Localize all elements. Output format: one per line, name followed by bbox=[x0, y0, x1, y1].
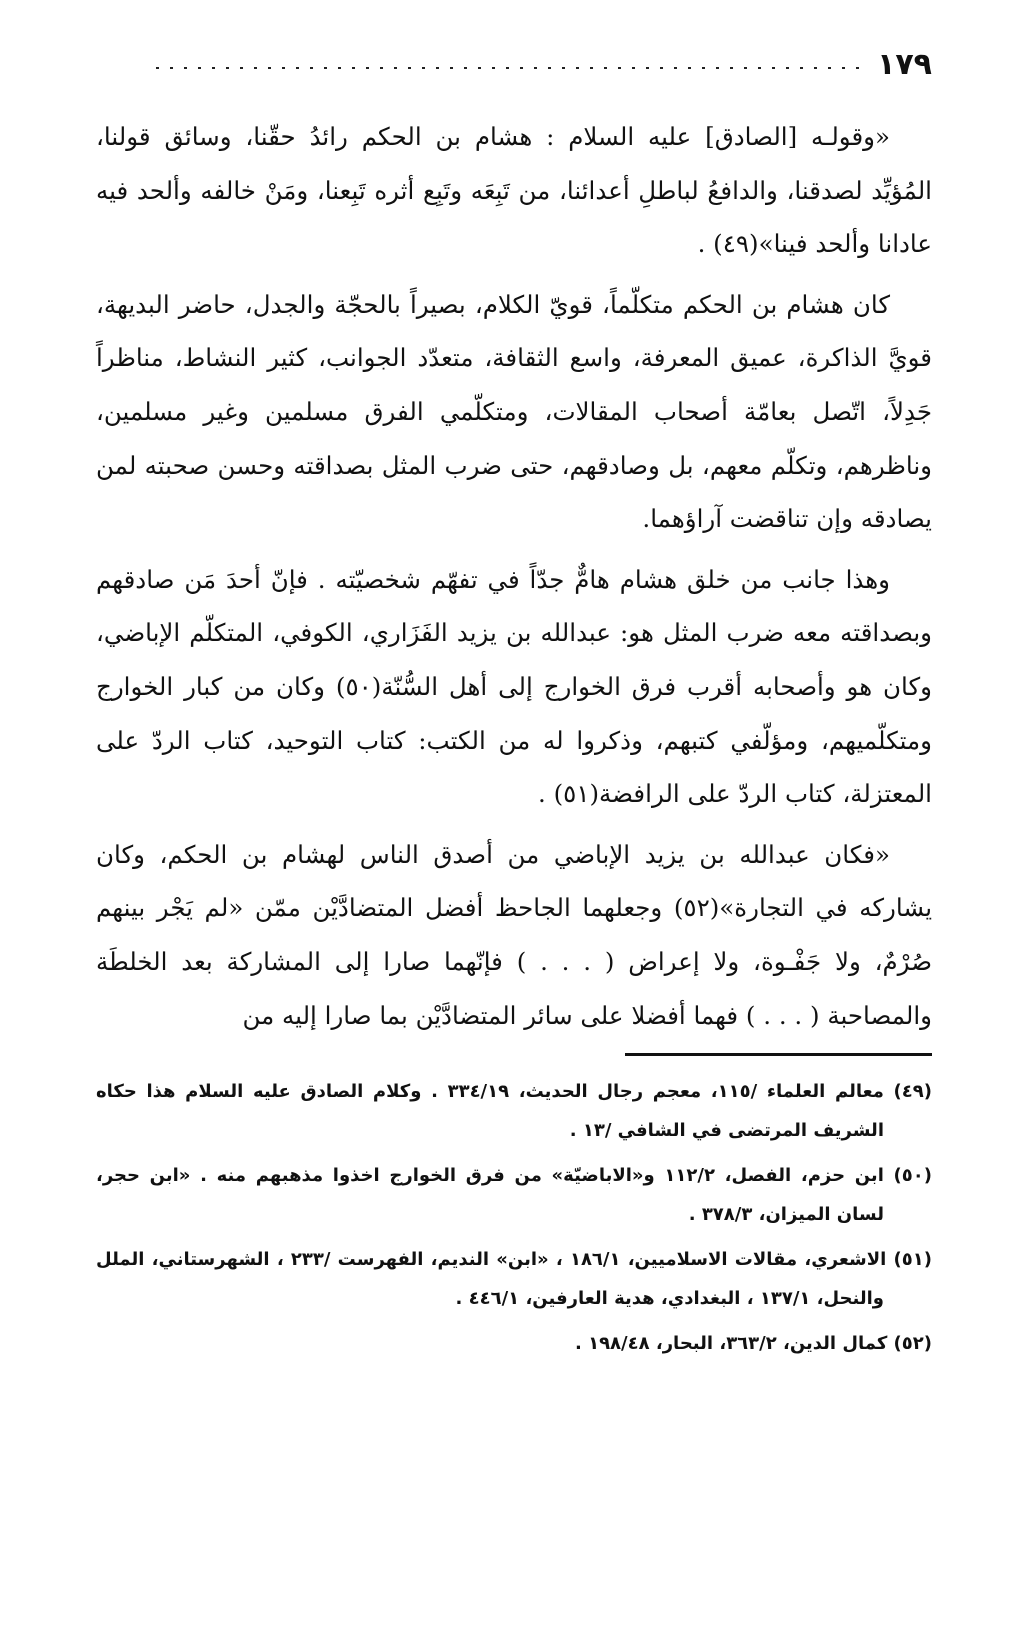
page-header bbox=[150, 44, 932, 84]
footnote: (٥١) الاشعري، مقالات الاسلاميين، ١٨٦/١ ، «ابن» النديم، الفهرست /٢٣٣ ، الشهرستاني، الملل والنحل، ١٣٧/١ ، البغدادي، هدية العارفين، ٤٤٦/١ . bbox=[96, 1249, 932, 1309]
main-text bbox=[96, 110, 932, 1049]
body-paragraph: كان هشام بن الحكم متكلّماً، قويّ الكلام، بصيراً بالحجّة والجدل، حاضر البديهة، قويَّ الذاكرة، عميق المعرفة، واسع الثقافة، متعدّد الجوانب، كثير النشاط، مناظراً جَدِلاً، اتّصل بعامّة أصحاب المقالات، ومتكلّمي الفرق مسلمين وغير مسلمين، وناظرهم، وتكلّم معهم، بل وصادقهم، حتى ضرب المثل بصداقته وحسن صحبته لمن يصادقه وإن تناقضت آراؤهما. bbox=[96, 289, 932, 534]
footnotes bbox=[96, 1072, 932, 1369]
footnote-separator bbox=[625, 1053, 932, 1056]
footnote: (٥٢) كمال الدين، ٣٦٣/٢، البحار، ١٩٨/٤٨ . bbox=[574, 1333, 932, 1354]
footnote: (٤٩) معالم العلماء /١١٥، معجم رجال الحديث، ٣٣٤/١٩ . وكلام الصادق عليه السلام هذا حكاه الشريف المرتضى في الشافي /١٣ . bbox=[96, 1081, 932, 1141]
body-paragraph: «وقولـه [الصادق] عليه السلام : هشام بن الحكم رائدُ حقّنا، وسائق قولنا، المُؤيِّد لصدقنا، والدافعُ لباطلِ أعدائنا، من تَبِعَه وتَبِع أثره تَبِعنا، ومَنْ خالفه وألحد فيه عادانا وألحد فينا»(٤٩) . bbox=[96, 122, 932, 259]
footnote: (٥٠) ابن حزم، الفصل، ١١٢/٢ و«الاباضيّة» من فرق الخوارج اخذوا مذهبهم منه . «ابن حجر، لسان الميزان، ٣٧٨/٣ . bbox=[96, 1165, 932, 1225]
page-number: ١٧٩ bbox=[877, 46, 932, 82]
body-paragraph: «فكان عبدالله بن يزيد الإباضي من أصدق الناس لهشام بن الحكم، وكان يشاركه في التجارة»(٥٢) وجعلهما الجاحظ أفضل المتضادَّيْن ممّن «لم يَجْر بينهم صُرْمٌ، ولا جَفْـوة، ولا إعراض ( . . . ) فإنّهما صارا إلى المشاركة بعد الخلطَة والمصاحبة ( . . . ) فهما أفضلا على سائر المتضادَّيْن بما صارا إليه من bbox=[96, 839, 933, 1030]
header-dotted-leader bbox=[150, 67, 859, 69]
body-paragraph: وهذا جانب من خلق هشام هامٌّ جدّاً في تفهّم شخصيّته . فإنّ أحدَ مَن صادقهم وبصداقته معه ضرب المثل هو: عبدالله بن يزيد الفَزَاري، الكوفي، المتكلّم الإباضي، وكان هو وأصحابه أقرب فرق الخوارج إلى أهل السُّنّة(٥٠) وكان من كبار الخوارج ومتكلّميهم، ومؤلّفي كتبهم، وذكروا له من الكتب: كتاب التوحيد، كتاب الردّ على المعتزلة، كتاب الردّ على الرافضة(٥١) . bbox=[96, 564, 932, 809]
